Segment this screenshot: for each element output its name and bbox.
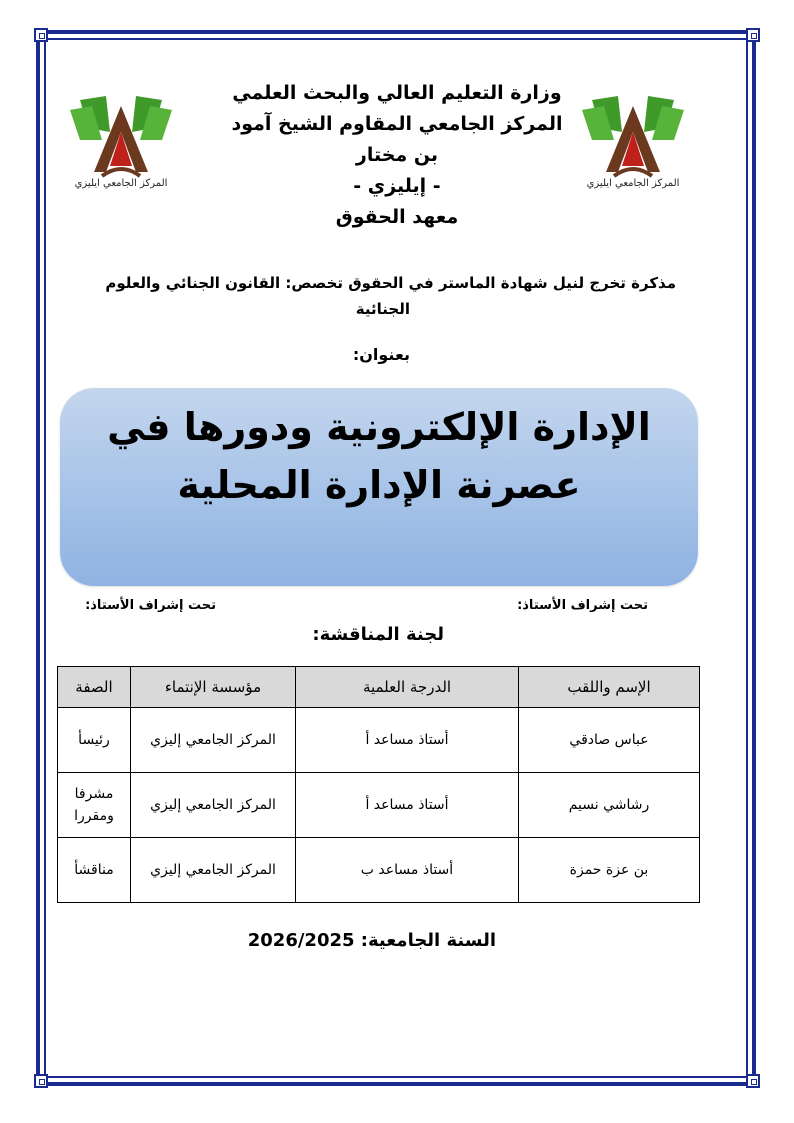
member-institution: المركز الجامعي إليزي bbox=[131, 838, 296, 903]
member-institution: المركز الجامعي إليزي bbox=[131, 708, 296, 773]
memo-description-line1: مذكرة تخرج لنيل شهادة الماستر في الحقوق تخصص: القانون الجنائي والعلوم bbox=[105, 274, 676, 292]
committee-table bbox=[57, 666, 700, 903]
university-logo-left bbox=[66, 88, 176, 198]
center-name-line2: بن مختار bbox=[355, 144, 439, 166]
border-corner bbox=[34, 28, 48, 42]
logo-caption: المركز الجامعي ايليزي bbox=[74, 178, 168, 189]
institution-header bbox=[200, 78, 594, 233]
thesis-title: الإدارة الإلكترونية ودورها في عصرنة الإدارة المحلية bbox=[107, 405, 651, 507]
memo-description-line2: الجنائية bbox=[355, 300, 410, 318]
city-line: - إيليزي - bbox=[353, 175, 441, 197]
border-corner bbox=[34, 1074, 48, 1088]
member-role: مشرفا ومقررا bbox=[58, 773, 131, 838]
border-corner bbox=[746, 28, 760, 42]
member-role: رئيسأ bbox=[58, 708, 131, 773]
academic-year: السنة الجامعية: 2026/2025 bbox=[247, 930, 496, 951]
logo-emblem-icon bbox=[66, 88, 176, 184]
table-header-row bbox=[58, 667, 700, 708]
ministry-line: وزارة التعليم العالي والبحث العلمي bbox=[232, 82, 562, 104]
logo-caption: المركز الجامعي ايليزي bbox=[586, 178, 680, 189]
supervisor-label-right: تحت إشراف الأستاذ: bbox=[517, 598, 648, 613]
center-name-line1: المركز الجامعي المقاوم الشيخ آمود bbox=[231, 113, 563, 135]
member-role: مناقشأ bbox=[58, 838, 131, 903]
table-row bbox=[58, 773, 700, 838]
university-logo-right bbox=[578, 88, 688, 198]
table-row bbox=[58, 838, 700, 903]
supervisor-label-left: تحت إشراف الأستاذ: bbox=[85, 598, 216, 613]
column-header-rank: الدرجة العلمية bbox=[296, 667, 519, 708]
column-header-institution: مؤسسة الإنتماء bbox=[131, 667, 296, 708]
member-name: بن عزة حمزة bbox=[519, 838, 700, 903]
member-name: رشاشي نسيم bbox=[519, 773, 700, 838]
title-label: بعنوان: bbox=[352, 345, 410, 364]
member-name: عباس صادقي bbox=[519, 708, 700, 773]
committee-heading: لجنة المناقشة: bbox=[312, 624, 444, 645]
logo-emblem-icon bbox=[578, 88, 688, 184]
member-institution: المركز الجامعي إليزي bbox=[131, 773, 296, 838]
institute-line: معهد الحقوق bbox=[335, 206, 459, 228]
table-row bbox=[58, 708, 700, 773]
member-rank: أستاذ مساعد ب bbox=[296, 838, 519, 903]
member-rank: أستاذ مساعد أ bbox=[296, 773, 519, 838]
member-rank: أستاذ مساعد أ bbox=[296, 708, 519, 773]
border-corner bbox=[746, 1074, 760, 1088]
column-header-name: الإسم واللقب bbox=[519, 667, 700, 708]
column-header-role: الصفة bbox=[58, 667, 131, 708]
